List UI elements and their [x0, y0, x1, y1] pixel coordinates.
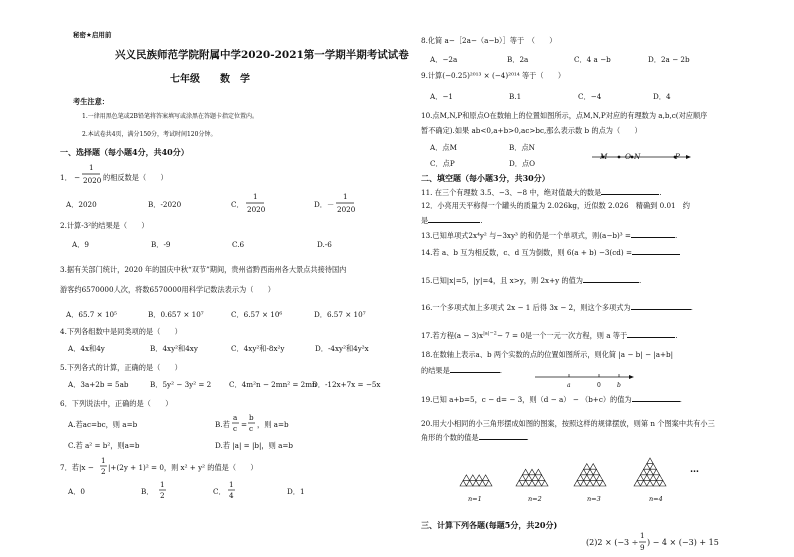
fill-14 — [421, 248, 680, 256]
small-triangle — [479, 480, 485, 486]
fill-11-text: 11. 在三个有理数 3.5、−3、−8 中，绝对值最大的数是 — [421, 188, 602, 197]
small-triangle — [590, 464, 596, 470]
q6-stem: 6．下列说法中，正确的是（ ） — [60, 399, 173, 408]
confidential-mark: 秘密★启用前 — [73, 31, 112, 39]
q6b-frac2-num: b — [249, 413, 254, 422]
q20-label-n1: n=1 — [468, 495, 482, 503]
q20-ellipsis: … — [690, 465, 699, 475]
q3-option-a[interactable]: A．65.7 × 10⁵ — [66, 310, 118, 319]
q18-label-zero: 0 — [597, 382, 601, 389]
q18-label-a: a — [567, 382, 571, 389]
fill-20-line1: 20.用大小相同的小三角形摆成如图的图案，按照这样的规律摆放，则第 n 个图案中共有小三 — [421, 419, 715, 428]
small-triangle — [473, 480, 479, 486]
q9-option-b[interactable]: B.1 — [509, 92, 522, 101]
small-triangle — [522, 469, 528, 475]
small-triangle — [526, 475, 532, 481]
fill-12-text: 是 — [421, 216, 429, 225]
q10-option-d[interactable]: D．点O — [509, 159, 536, 168]
q7c-frac-num: 1 — [229, 480, 234, 489]
small-triangle — [529, 469, 535, 475]
fill-17-blank[interactable] — [627, 331, 675, 338]
q7-stem-end: |+(2y + 1)² = 0，则 x² + y² 的值是（ ） — [108, 463, 258, 472]
fill-16-blank[interactable] — [631, 303, 691, 310]
calc-2-start: (2)2 × (−3 ÷ — [586, 538, 639, 547]
q3-stem-line1: 3.据有关部门统计，2020 年的国庆中秋“双节”期间，贵州省黔西南州各大景点共接待国内 — [60, 265, 347, 274]
q1-minus: − — [74, 173, 81, 182]
q9-option-d[interactable]: D．4 — [653, 92, 671, 101]
small-triangle — [482, 475, 488, 481]
fill-13: 13.已知单项式2x⁴y² 与−3xy³ 的和仍是一个单项式，则(a−b)³ = . — [421, 231, 678, 240]
small-triangle — [580, 480, 586, 486]
small-triangle — [653, 469, 659, 475]
small-triangle — [470, 475, 476, 481]
q10-label-p: P — [675, 152, 680, 161]
fill-12-line1: 12．小亮用天平称得一个罐头的质量为 2.026kg，近似数 2.026 精确到 0.01 约 — [421, 201, 690, 210]
q1-frac-bar — [82, 173, 100, 175]
small-triangle — [593, 469, 599, 475]
small-triangle — [587, 480, 593, 486]
q1-tail: 的相反数是（ ） — [103, 173, 168, 182]
fill-20-blank[interactable] — [479, 433, 527, 440]
small-triangle — [644, 464, 650, 470]
q7c-frac-den: 4 — [229, 491, 234, 500]
fill-12-line2: 是 . — [421, 216, 483, 225]
small-triangle — [644, 475, 650, 481]
q7-option-b[interactable]: B． — [141, 487, 154, 496]
q5-option-d[interactable]: D．-12x+7x = −5x — [312, 380, 381, 389]
fill-18-blank[interactable] — [450, 366, 500, 373]
q9-stem: 9.计算(−0.25)²⁰¹³ × (−4)²⁰¹⁴ 等于（ ） — [421, 71, 566, 80]
q4-option-c[interactable]: C．4xy²和-8x²y — [231, 344, 285, 353]
q1-frac-den: 2020 — [83, 176, 102, 185]
fill-14-text: 14.若 a、b 互为相反数，c、d 互为倒数，则 6(a + b) −3(cd) = — [421, 248, 632, 257]
small-triangle — [647, 458, 653, 464]
q6b-frac2-den: c — [249, 424, 254, 433]
small-triangle — [577, 475, 583, 481]
q7-frac-num: 1 — [101, 456, 106, 465]
small-triangle — [593, 480, 599, 486]
q2-option-a[interactable]: A．9 — [72, 240, 89, 249]
q7-option-d[interactable]: D．1 — [287, 487, 305, 496]
small-triangle — [584, 475, 590, 481]
q1d-frac-bar — [336, 202, 354, 204]
q6-option-c[interactable]: C.若 a² = b²，则a=b — [68, 441, 140, 450]
calc-frac-num: 1 — [640, 531, 645, 540]
q6-option-a[interactable]: A.若ac=bc，则 a=b — [68, 420, 138, 429]
q1-option-c[interactable]: C． — [231, 200, 244, 209]
fill-11: 11. 在三个有理数 3.5、−3、−8 中，绝对值最大的数是 . — [421, 188, 662, 197]
fill-18-text: 的结果是 — [421, 366, 450, 375]
q4-stem: 4.下列各组数中是同类项的是（ ） — [60, 327, 182, 336]
small-triangle — [653, 480, 659, 486]
small-triangle — [647, 480, 653, 486]
small-triangle — [463, 475, 469, 481]
q5-option-b[interactable]: B．5y² − 3y² = 2 — [150, 380, 212, 389]
fill-18-line1: 18.在数轴上表示a、b 两个实数的点的位置如图所示，则化简 |a − b| − |a+b| — [421, 350, 674, 359]
q2-stem: 2.计算-3²的结果是（ ） — [60, 221, 149, 230]
q10-option-a[interactable]: A．点M — [430, 143, 457, 152]
q5-option-a[interactable]: A．3a+2b = 5ab — [68, 380, 129, 389]
q2-option-d[interactable]: D.-6 — [317, 240, 332, 249]
q6b-equals: = — [241, 420, 248, 429]
small-triangle — [532, 475, 538, 481]
fill-13-text: 13.已知单项式2x⁴y² 与−3xy³ 的和仍是一个单项式，则(a−b)³ = — [421, 231, 631, 240]
q4-option-d[interactable]: D．-4xy²和4y²x — [315, 344, 369, 353]
q7-frac-den: 2 — [101, 467, 106, 476]
fill-18-line2: 的结果是 . — [421, 366, 503, 375]
fill-12-blank[interactable] — [428, 216, 480, 223]
q10-label-o: O — [625, 152, 631, 161]
small-triangle — [519, 475, 525, 481]
small-triangle — [634, 480, 640, 486]
note-2: 2.本试卷共4页，满分150分，考试时间120分钟。 — [82, 131, 217, 138]
q20-label-n3: n=3 — [587, 495, 601, 503]
fill-17-exponent: |a|−2 — [483, 330, 497, 337]
q7b-frac-num: 1 — [160, 480, 165, 489]
q7-stem-start: 7．若|x − — [60, 463, 94, 472]
q4-option-b[interactable]: B．4xy²和4xy — [150, 344, 198, 353]
small-triangle — [516, 480, 522, 486]
fill-14-blank[interactable] — [632, 248, 680, 255]
fill-13-blank[interactable] — [631, 231, 675, 238]
small-triangle — [486, 480, 492, 486]
q7b-frac-den: 2 — [160, 491, 165, 500]
small-triangle — [596, 475, 602, 481]
q3-stem-line2: 游客约6570000人次，将数6570000用科学记数法表示为（ ） — [60, 285, 275, 294]
fill-19-blank[interactable] — [632, 395, 680, 402]
small-triangle — [650, 475, 656, 481]
small-triangle — [587, 469, 593, 475]
q1c-frac-den: 2020 — [247, 205, 266, 214]
fill-15-text: 15.已知|x|=5，|y|=4，且 x>y，则 2x+y 的值为 — [421, 276, 583, 285]
q4-option-a[interactable]: A．4x和4y — [68, 344, 105, 353]
q8-option-c[interactable]: C．4 a −b — [574, 55, 611, 64]
q8-stem: 8.化简 a−［2a−（a−b）］等于 （ ） — [421, 36, 557, 45]
fill-19: 19.已知 a+b=5，c − d= − 3，则（d − a） − （b+c）的值为 . — [421, 395, 682, 404]
q8-option-d[interactable]: D．2a − 2b — [648, 55, 690, 64]
q10-label-m: M — [600, 152, 608, 161]
q20-label-n2: n=2 — [528, 495, 542, 503]
q10-option-b[interactable]: B．点N — [509, 143, 535, 152]
q7-option-a[interactable]: A．0 — [68, 487, 85, 496]
small-triangle — [574, 480, 580, 486]
fill-15-blank[interactable] — [583, 276, 639, 283]
q3-option-c[interactable]: C．6.57 × 10⁶ — [231, 310, 283, 319]
q9-option-a[interactable]: A．−1 — [430, 92, 453, 101]
small-triangle — [600, 480, 606, 486]
q18-number-line — [535, 372, 635, 382]
small-triangle — [637, 475, 643, 481]
small-triangle — [522, 480, 528, 486]
small-triangle — [529, 480, 535, 486]
q5-stem: 5.下列各式的计算，正确的是（ ） — [60, 363, 182, 372]
small-triangle — [476, 475, 482, 481]
q2-option-c[interactable]: C.6 — [232, 240, 245, 249]
small-triangle — [590, 475, 596, 481]
fill-17: 17.若方程$(a - 3)x^{|a|-2}- 7 = 0$是一个一元一次方程，则 a 等于 . — [421, 330, 678, 340]
q10-stem-line2: 暂不确定).如果 ab<0,a+b>0,ac>bc,那么表示数 b 的点为（ ） — [421, 126, 642, 135]
small-triangle — [535, 480, 541, 486]
fill-16-text: 16.一个多项式加上多项式 2x − 1 后得 3x − 2，则这个多项式为 — [421, 303, 631, 312]
small-triangle — [466, 480, 472, 486]
q9-option-c[interactable]: C．−4 — [578, 92, 602, 101]
q6b-tail: ，则 a=b — [257, 420, 289, 429]
q7-option-c[interactable]: C． — [213, 487, 226, 496]
small-triangle — [647, 469, 653, 475]
fill-20-text: 角形的个数的值是 — [421, 433, 479, 442]
q8-option-b[interactable]: B．2a — [507, 55, 529, 64]
fill-17-text-end: − 7 = 0是一个一元一次方程，则 a 等于 — [496, 331, 628, 340]
q8-option-a[interactable]: A．−2a — [430, 55, 458, 64]
q1-frac-num: 1 — [89, 163, 94, 172]
small-triangle — [640, 469, 646, 475]
q1d-frac-num: 1 — [343, 192, 348, 201]
q1-option-a[interactable]: A．2020 — [66, 200, 97, 209]
q10-stem-line1: 10.点M,N,P和原点O在数轴上的位置如图所示，点M,N,P对应的有理数为 a,b,c(对应顺序 — [421, 111, 708, 120]
q1-number: 1． — [60, 173, 72, 182]
exam-title: 兴义民族师范学院附属中学2020-2021第一学期半期考试试卷 — [115, 49, 409, 61]
fill-20-line2: 角形的个数的值是 . — [421, 433, 529, 442]
calc-frac-den: 9 — [640, 543, 645, 552]
q1c-frac-num: 1 — [253, 192, 258, 201]
q18-label-b: b — [617, 382, 621, 389]
small-triangle — [584, 464, 590, 470]
q2-option-b[interactable]: B．-9 — [151, 240, 171, 249]
q1d-frac-den: 2020 — [337, 205, 356, 214]
q10-option-c[interactable]: C．点P — [430, 159, 455, 168]
fill-15: 15.已知|x|=5，|y|=4，且 x>y，则 2x+y 的值为 . — [421, 276, 642, 285]
small-triangle — [580, 469, 586, 475]
q6-option-b[interactable]: B.若 — [215, 420, 230, 429]
small-triangle — [656, 475, 662, 481]
q20-label-n4: n=4 — [649, 495, 663, 503]
q3-option-d[interactable]: D．6.57 × 10⁷ — [314, 310, 366, 319]
small-triangle — [660, 480, 666, 486]
calc-2-end: ) − 4 × (−3) + 15 — [647, 538, 719, 547]
q3-option-b[interactable]: B．0.657 × 10⁷ — [148, 310, 204, 319]
q1-option-d[interactable]: D．－ — [314, 200, 335, 209]
q1c-frac-bar — [246, 202, 264, 204]
fill-11-blank[interactable] — [601, 188, 659, 195]
note-1: 1.一律用黑色笔或2B铅笔将答案填写或涂黑在答题卡指定位置内。 — [82, 113, 258, 120]
exam-subtitle: 七年级 数 学 — [170, 74, 250, 85]
q6b-frac1-num: a — [233, 413, 238, 422]
fill-17-text-start: 17.若方程(a − 3)x — [421, 331, 484, 340]
q1-option-b[interactable]: B．-2020 — [148, 200, 182, 209]
section3-title: 三、计算下列各题(每题5分，共20分) — [421, 520, 558, 530]
small-triangle — [640, 480, 646, 486]
fill-16: 16.一个多项式加上多项式 2x − 1 后得 3x − 2，则这个多项式为 . — [421, 303, 693, 312]
small-triangle — [460, 480, 466, 486]
section1-title: 一、选择题（每小题4分，共40分） — [60, 147, 189, 157]
q5-option-c[interactable]: C．4m²n − 2mn² = 2mn — [229, 380, 317, 389]
q6-option-d[interactable]: D.若 |a| = |b|，则 a=b — [215, 441, 293, 450]
notes-heading: 考生注意： — [73, 97, 109, 106]
section2-title: 二、填空题（每小题3分，共30分） — [421, 173, 550, 183]
fill-19-text: 19.已知 a+b=5，c − d= − 3，则（d − a） − （b+c）的值为 — [421, 395, 632, 404]
q6b-frac1-den: c — [233, 424, 238, 433]
small-triangle — [650, 464, 656, 470]
small-triangle — [542, 480, 548, 486]
small-triangle — [538, 475, 544, 481]
q10-label-n: N — [634, 152, 641, 161]
small-triangle — [535, 469, 541, 475]
